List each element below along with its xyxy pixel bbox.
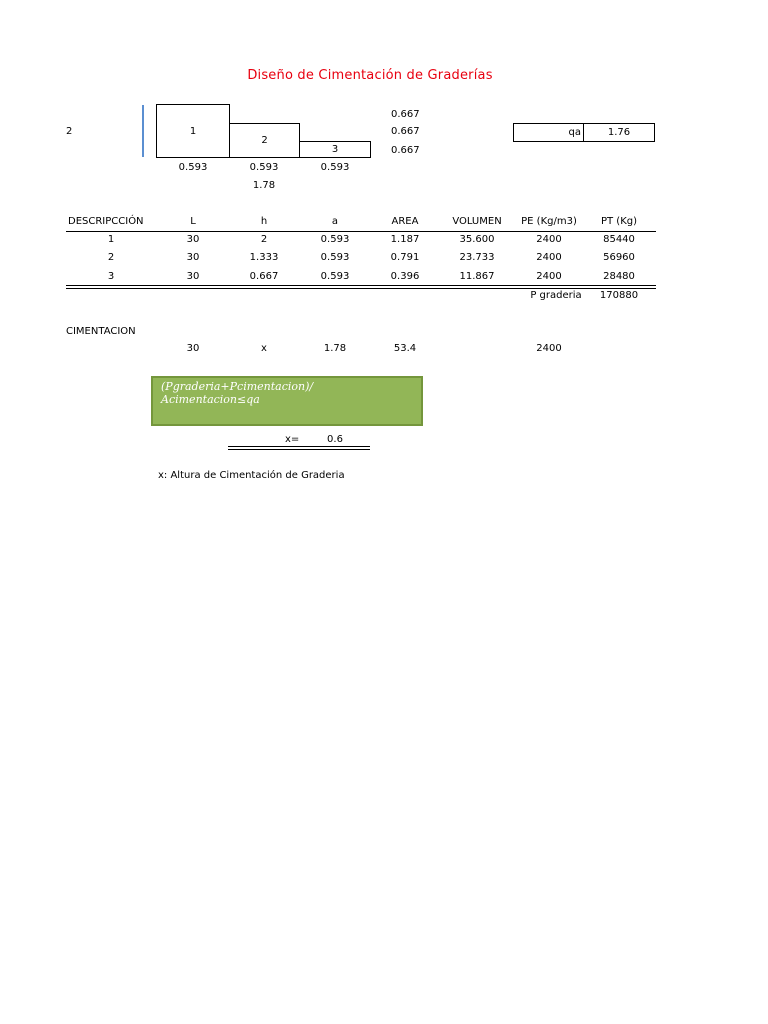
col-header-l: L xyxy=(190,216,196,227)
cim-h: x xyxy=(261,343,267,354)
cell-l: 30 xyxy=(186,271,200,282)
cell-area: 0.791 xyxy=(390,252,420,263)
total-value: 170880 xyxy=(599,290,639,301)
total-label: P graderia xyxy=(530,290,582,301)
formula-line-2: Acimentacion≤qa xyxy=(161,393,260,406)
col-header-pt: PT (Kg) xyxy=(600,216,638,227)
step-height-value: 0.667 xyxy=(391,126,420,137)
col-header-pe: PE (Kg/m3) xyxy=(521,216,577,227)
cell-area: 1.187 xyxy=(390,234,420,245)
step-box-2 xyxy=(229,123,300,158)
qa-label-cell xyxy=(513,123,584,142)
step-label: 1 xyxy=(189,126,197,137)
header-underline xyxy=(66,231,656,232)
table-double-underline-bottom xyxy=(66,288,656,289)
qa-value-cell xyxy=(583,123,655,142)
result-label: x= xyxy=(285,434,300,445)
table-double-underline-top xyxy=(66,285,656,286)
step-width-value: 0.593 xyxy=(249,162,279,173)
result-underline-bottom xyxy=(228,449,370,450)
cell-descripcion: 3 xyxy=(107,271,115,282)
sketch-left-label: 2 xyxy=(66,126,73,137)
cell-pt: 56960 xyxy=(603,252,635,263)
cell-a: 0.593 xyxy=(320,252,350,263)
cim-pe: 2400 xyxy=(536,343,562,354)
step-height-value: 0.667 xyxy=(391,145,420,156)
col-header-volumen: VOLUMEN xyxy=(452,216,502,227)
cell-a: 0.593 xyxy=(320,271,350,282)
col-header-h: h xyxy=(260,216,268,227)
cim-area: 53.4 xyxy=(393,343,417,354)
cell-l: 30 xyxy=(186,252,200,263)
cell-volumen: 11.867 xyxy=(459,271,495,282)
step-label: 3 xyxy=(331,144,339,155)
cimentacion-label: CIMENTACION xyxy=(66,326,136,337)
cell-h: 2 xyxy=(260,234,268,245)
cell-h: 0.667 xyxy=(249,271,279,282)
col-header-a: a xyxy=(331,216,339,227)
cim-l: 30 xyxy=(186,343,200,354)
cell-cursor-line xyxy=(142,105,144,157)
cell-volumen: 35.600 xyxy=(459,234,495,245)
qa-value: 1.76 xyxy=(607,127,631,138)
page-title: Diseño de Cimentación de Graderías xyxy=(247,68,493,83)
cell-descripcion: 2 xyxy=(107,252,115,263)
qa-label: qa xyxy=(568,127,581,138)
step-label: 2 xyxy=(261,135,268,146)
cell-pt: 28480 xyxy=(603,271,635,282)
cell-a: 0.593 xyxy=(320,234,350,245)
step-width-value: 0.593 xyxy=(320,162,350,173)
col-header-descripcion: DESCRIPCCIÓN xyxy=(68,216,144,227)
cell-volumen: 23.733 xyxy=(459,252,495,263)
cim-a: 1.78 xyxy=(323,343,347,354)
step-height-value: 0.667 xyxy=(391,109,420,120)
col-header-area: AREA xyxy=(391,216,419,227)
cell-descripcion: 1 xyxy=(107,234,115,245)
total-width-value: 1.78 xyxy=(252,180,276,191)
cell-pe: 2400 xyxy=(536,234,562,245)
cell-l: 30 xyxy=(186,234,200,245)
note-text: x: Altura de Cimentación de Graderia xyxy=(158,470,345,481)
result-value: 0.6 xyxy=(327,434,343,445)
step-box-3 xyxy=(299,141,371,158)
cell-pe: 2400 xyxy=(536,271,562,282)
cell-pe: 2400 xyxy=(536,252,562,263)
step-width-value: 0.593 xyxy=(178,162,208,173)
cell-area: 0.396 xyxy=(390,271,420,282)
step-box-1 xyxy=(156,104,230,158)
cell-h: 1.333 xyxy=(249,252,279,263)
formula-box xyxy=(151,376,423,426)
cell-pt: 85440 xyxy=(603,234,635,245)
formula-line-1: (Pgraderia+Pcimentacion)/ xyxy=(161,380,314,393)
result-underline-top xyxy=(228,446,370,447)
